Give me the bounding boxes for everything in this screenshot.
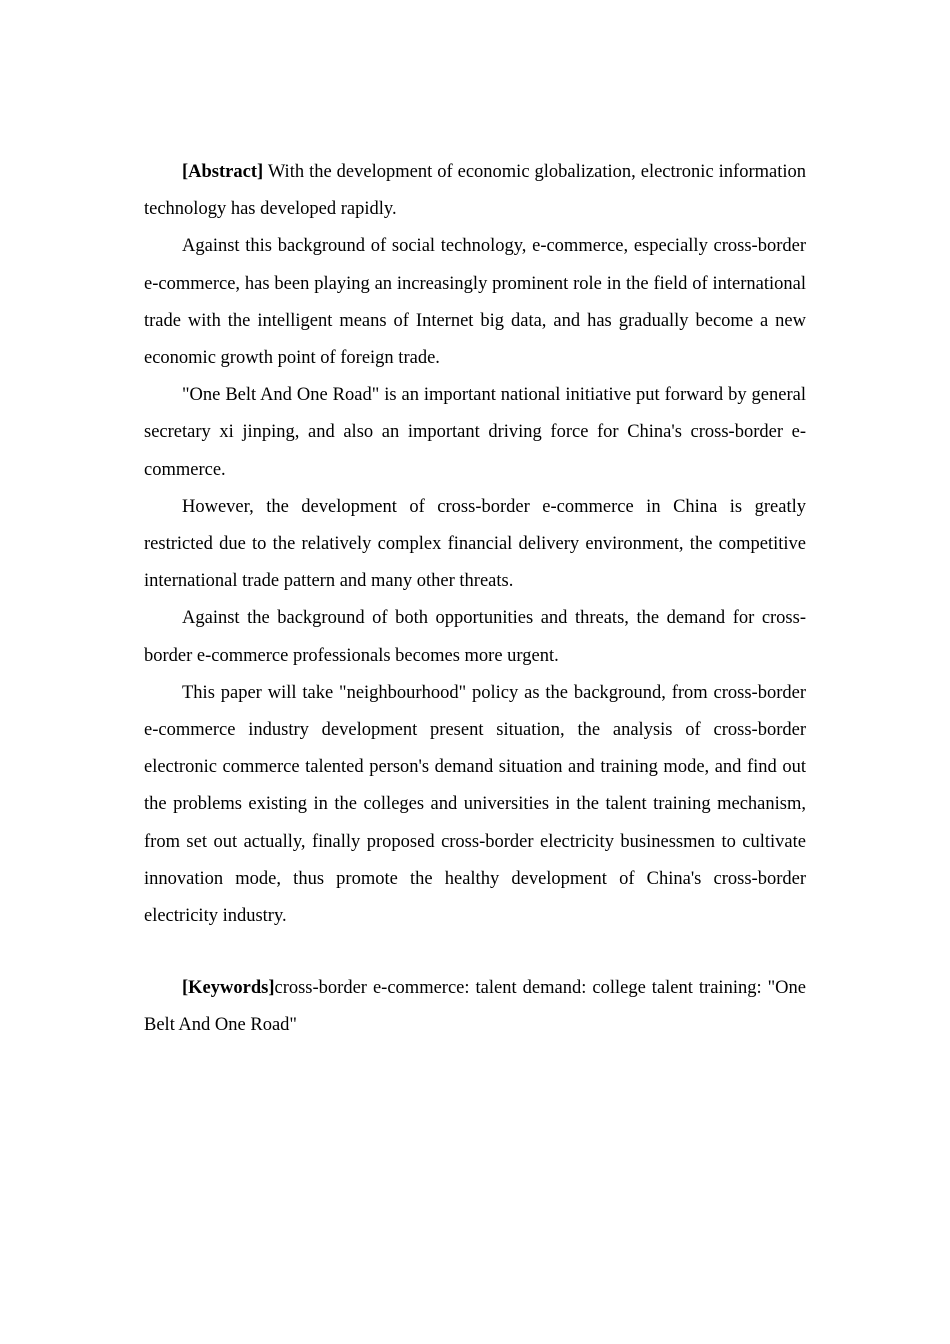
abstract-section: [144, 154, 806, 1045]
section-spacer: [144, 935, 806, 970]
keywords-paragraph: [144, 970, 806, 1044]
abstract-label: [Abstract]: [182, 162, 264, 182]
abstract-intro-paragraph: [144, 154, 806, 228]
abstract-paragraph: Against this background of social technology, e-commerce, especially cross-border e-commerce, has been playing an increasingly prominent role in the field of international trade with the intelligent means of Internet big data, and has gradually become a new economic growth point of foreign trade.: [144, 236, 806, 369]
abstract-paragraph: Against the background of both opportunities and threats, the demand for cross-border e-commerce professionals becomes more urgent.: [144, 608, 806, 666]
keywords-text: cross-border e-commerce: talent demand: college talent training: "One Belt And One Road": [144, 978, 806, 1036]
abstract-paragraph: However, the development of cross-border e-commerce in China is greatly restricted due to the relatively complex financial delivery environment, the competitive international trade pattern and many other threats.: [144, 496, 806, 592]
abstract-intro-text: With the development of economic globalization, electronic information technology has developed rapidly.: [144, 162, 806, 220]
keywords-label: [Keywords]: [182, 978, 275, 999]
abstract-paragraph: "One Belt And One Road" is an important national initiative put forward by general secretary xi jinping, and also an important driving force for China's cross-border e-commerce.: [144, 385, 806, 480]
abstract-paragraph: This paper will take "neighbourhood" policy as the background, from cross-border e-commerce industry development present situation, the analysis of cross-border electronic commerce talented person's demand situation and training mode, and find out the problems existing in the colleges and universities in the talent training mechanism, from set out actually, finally proposed cross-border electricity businessmen to cultivate innovation mode, thus promote the healthy development of China's cross-border electricity industry.: [144, 682, 806, 927]
